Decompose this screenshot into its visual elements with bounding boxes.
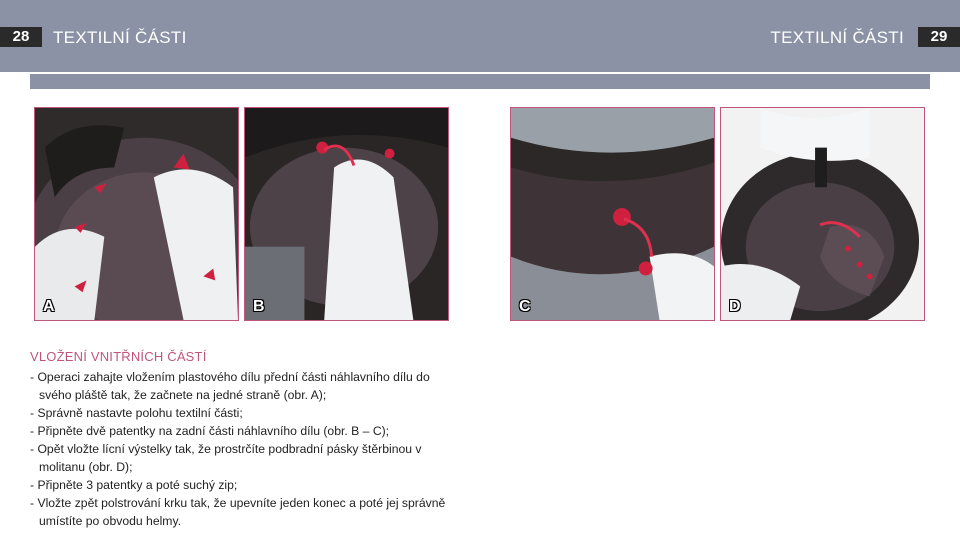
instruction-list	[30, 368, 450, 530]
photo-a-image	[35, 108, 238, 320]
photo-b	[244, 107, 449, 321]
photo-a-label: A	[43, 298, 55, 315]
instructions-section	[30, 349, 450, 530]
left-page-title: TEXTILNÍ ČÁSTI	[53, 28, 187, 47]
instruction-item: - Připněte 3 patentky a poté suchý zip;	[30, 478, 238, 492]
right-page-title: TEXTILNÍ ČÁSTI	[770, 28, 904, 47]
left-page-number: 28	[0, 27, 42, 47]
photo-c-image	[511, 108, 714, 320]
photo-d	[720, 107, 925, 321]
photo-b-label: B	[253, 298, 265, 315]
instruction-item: - Připněte dvě patentky na zadní části náhlavního dílu (obr. B – C);	[30, 424, 390, 438]
instruction-item: - Operaci zahajte vložením plastového dílu přední části náhlavního dílu do svého pláště tak, že začnete na jedné straně (obr. A);	[30, 370, 430, 402]
instruction-item: - Vložte zpět polstrování krku tak, že upevníte jeden konec a poté jej správně umístíte po obvodu helmy.	[30, 496, 446, 528]
section-title: VLOŽENÍ VNITŘNÍCH ČÁSTÍ	[30, 349, 207, 364]
photo-d-label: D	[729, 298, 741, 315]
photo-d-image	[721, 108, 924, 320]
photo-b-image	[245, 108, 448, 320]
page-header	[0, 0, 960, 72]
header-band	[30, 72, 930, 89]
instruction-item: - Opět vložte lícní výstelky tak, že prostrčíte podbradní pásky štěrbinou v molitanu (obr. D);	[30, 442, 422, 474]
right-page-number: 29	[918, 27, 960, 47]
instruction-item: - Správně nastavte polohu textilní části;	[30, 406, 243, 420]
photo-c	[510, 107, 715, 321]
photo-a	[34, 107, 239, 321]
photo-c-label: C	[519, 298, 531, 315]
